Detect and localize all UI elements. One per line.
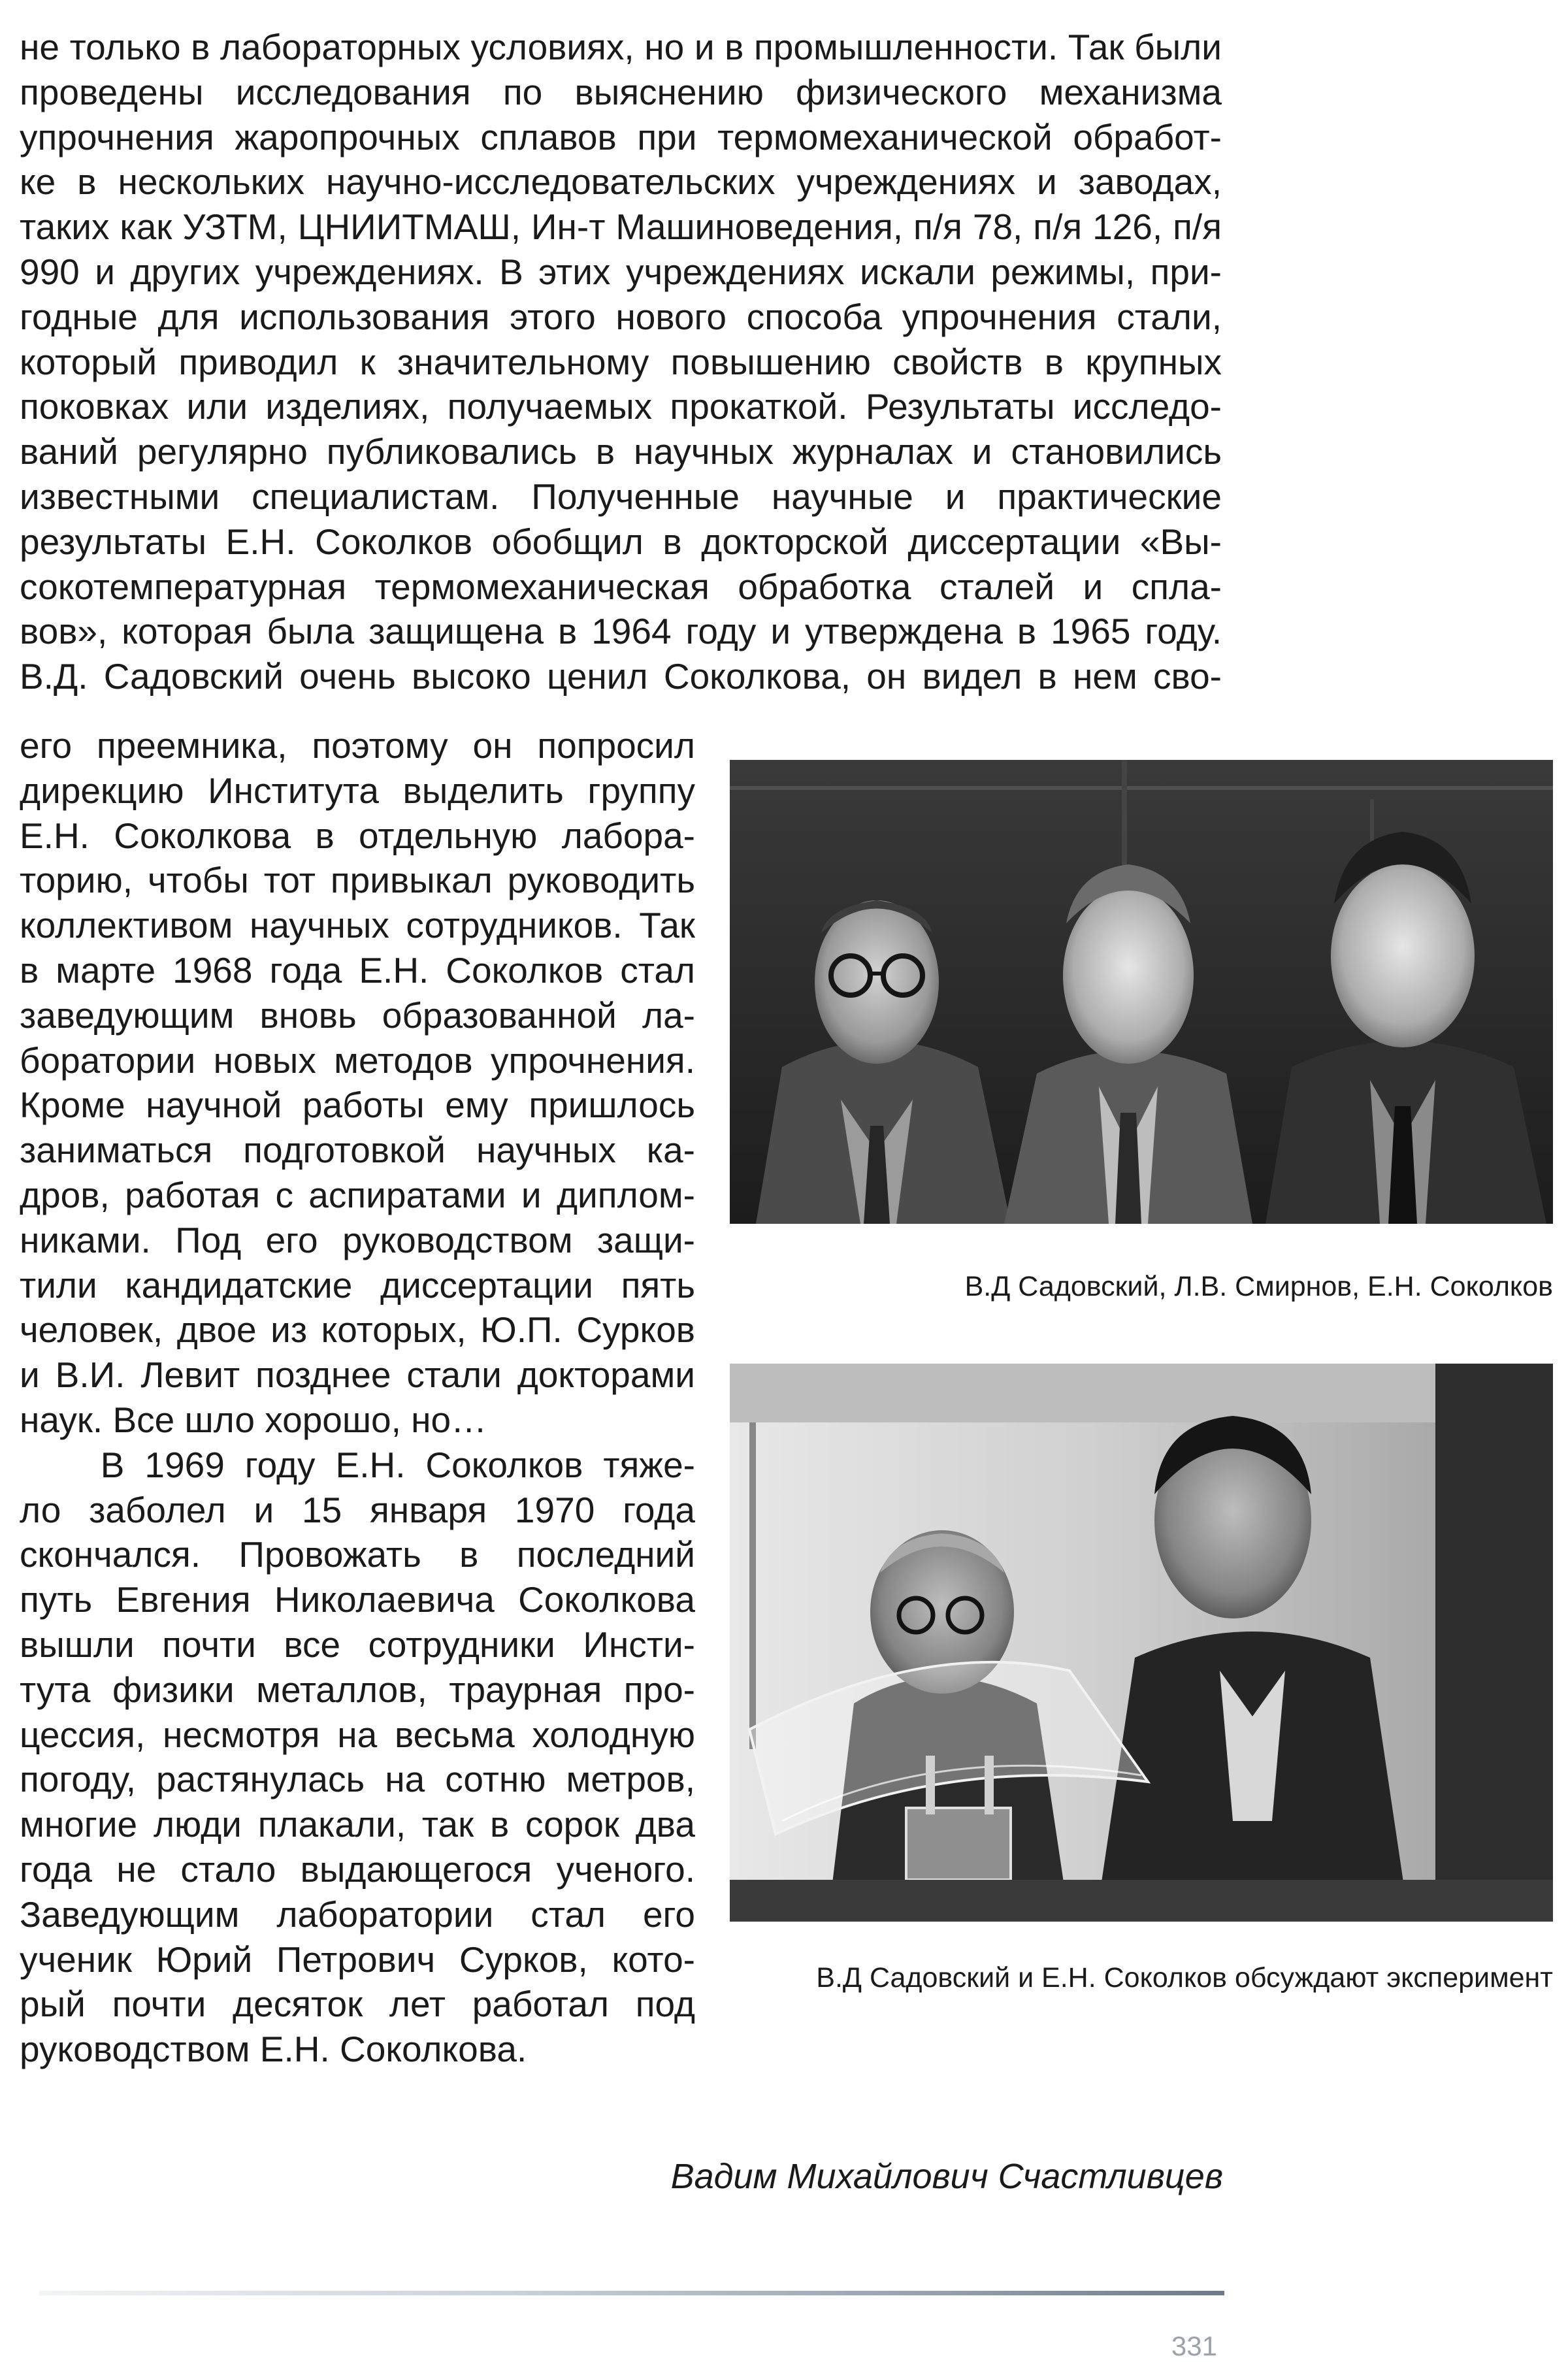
text-line: упрочнения жаропрочных сплавов при термомеханической обработ- bbox=[20, 116, 1222, 157]
text-line: годные для использования этого нового способа упрочнения стали, bbox=[20, 296, 1222, 337]
text-line: заниматься подготовкой научных ка- bbox=[20, 1130, 695, 1171]
text-line: тута физики металлов, траурная про- bbox=[20, 1669, 695, 1710]
photo-caption: В.Д Садовский, Л.В. Смирнов, Е.Н. Соколков bbox=[964, 1271, 1553, 1302]
text-line: В.Д. Садовский очень высоко ценил Соколкова, он видел в нем сво- bbox=[20, 656, 1222, 697]
text-line: коллективом научных сотрудников. Так bbox=[20, 905, 695, 946]
text-line: и В.И. Левит позднее стали докторами bbox=[20, 1354, 695, 1396]
text-line: заведующим вновь образованной ла- bbox=[20, 994, 695, 1036]
text-line: руководством Е.Н. Соколкова. bbox=[20, 2029, 527, 2070]
text-line: тили кандидатские диссертации пять bbox=[20, 1264, 695, 1305]
text-line: погоду, растянулась на сотню метров, bbox=[20, 1759, 695, 1800]
text-line: Е.Н. Соколкова в отдельную лабора- bbox=[20, 815, 695, 856]
text-line: многие люди плакали, так в сорок два bbox=[20, 1804, 695, 1845]
text-line: года не стало выдающегося ученого. bbox=[20, 1848, 695, 1890]
text-line: его преемника, поэтому он попросил bbox=[20, 725, 695, 766]
text-line: дирекцию Института выделить группу bbox=[20, 770, 695, 811]
text-line: который приводил к значительному повышению свойств в крупных bbox=[20, 341, 1222, 382]
text-line: скончался. Провожать в последний bbox=[20, 1534, 695, 1575]
photo-experiment-discussion bbox=[730, 1364, 1553, 1922]
text-line: 990 и других учреждениях. В этих учреждениях искали режимы, при- bbox=[20, 251, 1222, 292]
photo-three-scientists-image bbox=[730, 760, 1553, 1224]
text-line: дров, работая с аспиратами и диплом- bbox=[20, 1174, 695, 1215]
article-paragraph-top bbox=[20, 25, 1222, 699]
text-line: торию, чтобы тот привыкал руководить bbox=[20, 860, 695, 901]
text-line: Заведующим лаборатории стал его bbox=[20, 1894, 695, 1935]
article-paragraph-left-column bbox=[20, 723, 695, 2072]
footer-divider bbox=[39, 2291, 1224, 2295]
text-line: цессия, несмотря на весьма холодную bbox=[20, 1714, 695, 1755]
page-number: 331 bbox=[1171, 2331, 1217, 2361]
text-line: известными специалистам. Полученные научные и практические bbox=[20, 476, 1222, 517]
text-line: человек, двое из которых, Ю.П. Сурков bbox=[20, 1309, 695, 1351]
text-line: результаты Е.Н. Соколков обобщил в докторской диссертации «Вы- bbox=[20, 521, 1222, 562]
text-line: путь Евгения Николаевича Соколкова bbox=[20, 1579, 695, 1620]
text-line: В 1969 году Е.Н. Соколков тяже- bbox=[20, 1444, 695, 1485]
text-line: ке в нескольких научно-исследовательских учреждениях и заводах, bbox=[20, 161, 1222, 203]
author-signature: Вадим Михайлович Счастливцев bbox=[670, 2157, 1223, 2196]
text-line: проведены исследования по выяснению физического механизма bbox=[20, 71, 1222, 112]
text-line: ваний регулярно публиковались в научных журналах и становились bbox=[20, 431, 1222, 472]
photo-three-scientists bbox=[730, 760, 1553, 1224]
text-line: сокотемпературная термомеханическая обработка сталей и спла- bbox=[20, 566, 1222, 607]
text-line: поковках или изделиях, получаемых прокаткой. Результаты исследо- bbox=[20, 386, 1222, 427]
text-line: вышли почти все сотрудники Инсти- bbox=[20, 1624, 695, 1665]
photo-caption: В.Д Садовский и Е.Н. Соколков обсуждают эксперимент bbox=[816, 1962, 1553, 1993]
text-line: ученик Юрий Петрович Сурков, кото- bbox=[20, 1939, 695, 1980]
text-line: никами. Под его руководством защи- bbox=[20, 1219, 695, 1260]
text-line: вов», которая была защищена в 1964 году и утверждена в 1965 году. bbox=[20, 611, 1222, 652]
text-line: таких как УЗТМ, ЦНИИТМАШ, Ин-т Машиноведения, п/я 78, п/я 126, п/я bbox=[20, 206, 1222, 248]
text-line: в марте 1968 года Е.Н. Соколков стал bbox=[20, 949, 695, 991]
text-line: рый почти десяток лет работал под bbox=[20, 1984, 695, 2025]
text-line: наук. Все шло хорошо, но… bbox=[20, 1399, 487, 1440]
photo-experiment-discussion-image bbox=[730, 1364, 1553, 1922]
text-line: ло заболел и 15 января 1970 года bbox=[20, 1489, 695, 1530]
text-line: Кроме научной работы ему пришлось bbox=[20, 1085, 695, 1126]
text-line: боратории новых методов упрочнения. bbox=[20, 1040, 695, 1081]
text-line: не только в лабораторных условиях, но и в промышленности. Так были bbox=[20, 27, 1222, 67]
